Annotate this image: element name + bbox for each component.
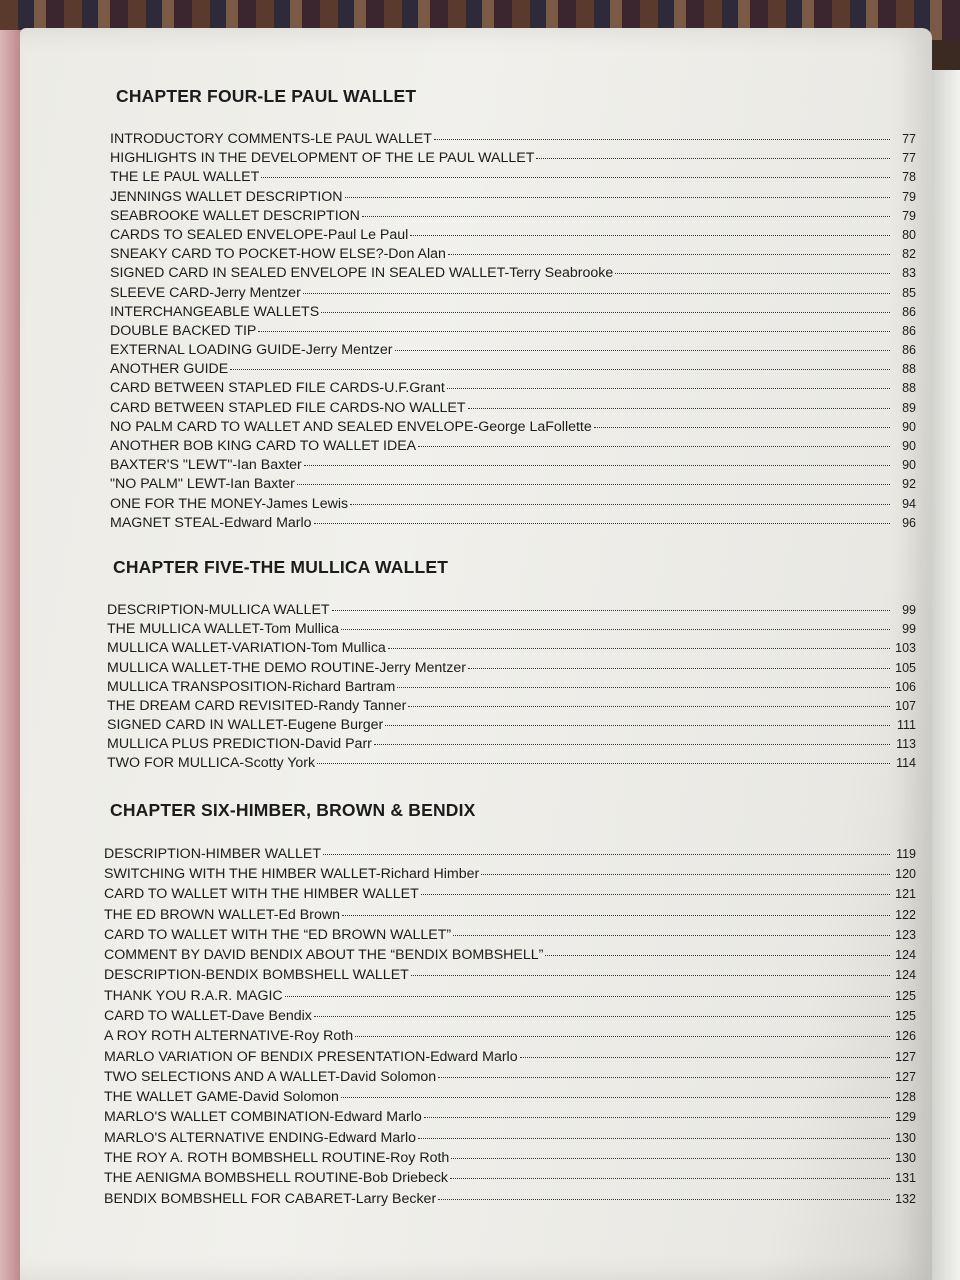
toc-entry-title: NO PALM CARD TO WALLET AND SEALED ENVELOPE-George LaFollette: [110, 418, 592, 435]
dot-leader: [341, 629, 890, 630]
dot-leader: [314, 523, 890, 524]
dot-leader: [448, 254, 890, 255]
toc-entry-title: ONE FOR THE MONEY-James Lewis: [110, 495, 349, 512]
toc-entry-page: 122: [895, 907, 916, 922]
toc-entry-page: 130: [895, 1151, 916, 1166]
dot-leader: [424, 1117, 890, 1118]
dot-leader: [362, 216, 890, 217]
chapter-title: CHAPTER FOUR-LE PAUL WALLET: [116, 86, 417, 106]
toc-entry-page: 120: [895, 866, 916, 881]
toc-entry-page: 86: [902, 304, 916, 319]
toc-entry: [107, 601, 916, 620]
toc-entry: [104, 1107, 916, 1127]
toc-entry-title: THE MULLICA WALLET-Tom Mullica: [107, 621, 340, 638]
toc-entry-page: 88: [902, 362, 916, 377]
dot-leader: [411, 975, 890, 976]
toc-entry-title: DESCRIPTION-MULLICA WALLET: [107, 601, 330, 618]
dot-leader: [447, 388, 890, 389]
toc-entry-title: CARD TO WALLET WITH THE “ED BROWN WALLET”: [104, 926, 452, 943]
next-page-edge: [930, 70, 960, 1280]
toc-entry-page: 127: [895, 1049, 916, 1064]
dot-leader: [481, 874, 890, 875]
dot-leader: [536, 158, 890, 159]
toc-entry-page: 124: [895, 968, 916, 983]
toc-entry-title: ANOTHER BOB KING CARD TO WALLET IDEA: [110, 438, 417, 454]
toc-entry: [104, 1047, 916, 1067]
dot-leader: [342, 915, 890, 916]
toc-entry: [110, 475, 916, 494]
toc-entry: [104, 1148, 916, 1168]
toc-entry: [110, 284, 916, 303]
toc-entry: [110, 322, 916, 341]
toc-entry-page: 86: [902, 323, 916, 338]
dot-leader: [468, 408, 890, 409]
toc-entry-page: 103: [895, 641, 916, 656]
toc-entry-page: 88: [902, 381, 916, 396]
dot-leader: [314, 1016, 890, 1017]
toc-entry-title: THE ED BROWN WALLET-Ed Brown: [104, 906, 340, 923]
dot-leader: [520, 1057, 890, 1058]
toc-entry-title: MULLICA WALLET-VARIATION-Tom Mullica: [107, 640, 386, 657]
toc-entry: [110, 188, 916, 207]
toc-entry: [110, 514, 916, 533]
dot-leader: [468, 668, 890, 669]
toc-entry-page: 124: [895, 948, 916, 963]
toc-entry: [107, 735, 916, 754]
dot-leader: [303, 293, 890, 294]
toc-list: [104, 844, 916, 1209]
toc-entry-page: 123: [895, 927, 916, 942]
toc-entry-page: 80: [902, 227, 916, 242]
toc-entry: [104, 965, 916, 985]
toc-entry-title: MULLICA PLUS PREDICTION-David Parr: [107, 736, 372, 753]
toc-entry-page: 79: [902, 189, 916, 204]
toc-entry: [107, 716, 916, 735]
toc-entry: [107, 697, 916, 716]
dot-leader: [297, 484, 890, 485]
dot-leader: [410, 235, 890, 236]
toc-entry-title: "NO PALM" LEWT-Ian Baxter: [110, 476, 295, 493]
toc-entry: [110, 379, 916, 398]
toc-entry-title: INTERCHANGEABLE WALLETS: [110, 303, 320, 320]
dot-leader: [355, 1036, 890, 1037]
dot-leader: [304, 465, 890, 466]
toc-entry-title: DOUBLE BACKED TIP: [110, 322, 257, 339]
toc-entry-title: MARLO'S ALTERNATIVE ENDING-Edward Marlo: [104, 1129, 417, 1146]
toc-entry-title: CARD TO WALLET-Dave Bendix: [104, 1008, 312, 1024]
dot-leader: [350, 504, 890, 505]
table-of-contents: [104, 84, 916, 1209]
toc-entry-title: ANOTHER GUIDE: [110, 361, 229, 378]
dot-leader: [332, 610, 890, 611]
dot-leader: [453, 935, 890, 936]
chapter-six: [104, 798, 916, 1209]
toc-entry: [104, 884, 916, 904]
toc-entry: [110, 149, 916, 168]
toc-entry-title: TWO FOR MULLICA-Scotty York: [107, 755, 316, 772]
toc-entry-title: CARD BETWEEN STAPLED FILE CARDS-NO WALLET: [110, 399, 466, 416]
toc-entry-page: 78: [902, 170, 916, 185]
toc-entry: [110, 130, 916, 149]
dot-leader: [434, 139, 890, 140]
toc-entry-title: SIGNED CARD IN SEALED ENVELOPE IN SEALED WALLET-Terry Seabrooke: [110, 265, 614, 282]
toc-entry-page: 99: [902, 622, 916, 637]
toc-entry: [110, 418, 916, 437]
dot-leader: [395, 350, 891, 351]
toc-entry-title: JENNINGS WALLET DESCRIPTION: [110, 188, 343, 205]
toc-entry: [104, 1189, 916, 1209]
toc-entry-page: 86: [902, 343, 916, 358]
toc-entry: [110, 437, 916, 456]
toc-entry-page: 77: [902, 132, 916, 146]
chapter-title: CHAPTER SIX-HIMBER, BROWN & BENDIX: [110, 799, 476, 820]
toc-entry-page: 90: [902, 439, 916, 453]
toc-entry: [104, 1006, 916, 1026]
toc-entry: [104, 1026, 916, 1046]
dot-leader: [450, 1178, 890, 1179]
toc-entry-page: 111: [896, 718, 916, 733]
toc-entry-title: THE DREAM CARD REVISITED-Randy Tanner: [107, 697, 407, 714]
toc-entry-title: THE AENIGMA BOMBSHELL ROUTINE-Bob Driebeck: [104, 1170, 449, 1187]
dot-leader: [321, 312, 890, 313]
toc-entry-title: CARDS TO SEALED ENVELOPE-Paul Le Paul: [110, 226, 409, 243]
toc-entry-page: 119: [896, 846, 916, 861]
toc-entry: [104, 925, 916, 945]
chapter-title: CHAPTER FIVE-THE MULLICA WALLET: [113, 556, 449, 577]
dot-leader: [408, 706, 890, 707]
toc-entry-title: THE LE PAUL WALLET: [110, 169, 260, 186]
toc-entry-title: MAGNET STEAL-Edward Marlo: [110, 514, 312, 531]
toc-entry: [107, 620, 916, 639]
toc-entry-title: SLEEVE CARD-Jerry Mentzer: [110, 284, 301, 301]
toc-entry-title: THANK YOU R.A.R. MAGIC: [104, 987, 283, 1004]
toc-entry: [110, 168, 916, 187]
toc-entry-page: 131: [895, 1171, 916, 1186]
toc-entry: [104, 905, 916, 925]
toc-entry: [107, 754, 916, 773]
dot-leader: [285, 996, 890, 997]
toc-entry: [104, 945, 916, 965]
toc-entry-page: 90: [902, 458, 916, 473]
dot-leader: [397, 687, 890, 688]
toc-entry-page: 94: [902, 496, 916, 511]
chapter-five: [107, 555, 916, 774]
toc-entry-page: 79: [902, 208, 916, 223]
toc-entry: [104, 1168, 916, 1188]
toc-entry-title: BENDIX BOMBSHELL FOR CABARET-Larry Becker: [104, 1190, 437, 1207]
toc-entry: [110, 360, 916, 379]
toc-entry: [110, 226, 916, 245]
toc-entry: [110, 399, 916, 418]
dot-leader: [545, 955, 890, 956]
toc-entry-page: 129: [895, 1110, 916, 1125]
dot-leader: [261, 177, 890, 178]
toc-entry-page: 113: [896, 737, 916, 752]
toc-entry-title: MARLO'S WALLET COMBINATION-Edward Marlo: [104, 1109, 422, 1126]
toc-entry: [104, 1128, 916, 1148]
toc-entry-page: 83: [902, 266, 916, 281]
toc-entry-page: 125: [895, 988, 916, 1003]
toc-entry: [110, 495, 916, 514]
toc-entry-page: 132: [895, 1191, 916, 1206]
dot-leader: [594, 427, 890, 428]
dot-leader: [345, 197, 890, 198]
toc-entry-title: A ROY ROTH ALTERNATIVE-Roy Roth: [104, 1028, 354, 1045]
dot-leader: [230, 369, 890, 370]
toc-entry-title: CARD BETWEEN STAPLED FILE CARDS-U.F.Grant: [110, 380, 445, 397]
dot-leader: [385, 725, 890, 726]
toc-entry: [110, 341, 916, 360]
toc-entry: [104, 986, 916, 1006]
dot-leader: [317, 763, 890, 764]
chapter-four: [110, 84, 916, 533]
toc-entry-title: SEABROOKE WALLET DESCRIPTION: [110, 207, 360, 224]
toc-entry: [104, 864, 916, 884]
toc-entry: [107, 639, 916, 658]
toc-entry: [104, 1067, 916, 1087]
toc-entry-title: SNEAKY CARD TO POCKET-HOW ELSE?-Don Alan: [110, 246, 446, 263]
toc-entry-title: MULLICA TRANSPOSITION-Richard Bartram: [107, 678, 396, 695]
toc-entry-title: CARD TO WALLET WITH THE HIMBER WALLET: [104, 886, 419, 903]
toc-entry-title: THE WALLET GAME-David Solomon: [104, 1089, 339, 1106]
toc-list: [107, 601, 916, 774]
toc-entry-title: COMMENT BY DAVID BENDIX ABOUT THE “BENDIX BOMBSHELL”: [104, 947, 544, 964]
toc-entry: [104, 844, 916, 864]
toc-entry-title: THE ROY A. ROTH BOMBSHELL ROUTINE-Roy Roth: [104, 1150, 450, 1167]
toc-entry-page: 77: [902, 151, 916, 166]
toc-entry-page: 99: [902, 602, 916, 617]
toc-entry: [104, 1087, 916, 1107]
dot-leader: [341, 1097, 890, 1098]
toc-entry: [110, 245, 916, 264]
toc-entry-page: 128: [895, 1090, 916, 1105]
dot-leader: [438, 1199, 890, 1200]
toc-entry-page: 85: [902, 285, 916, 300]
dot-leader: [418, 1138, 890, 1139]
dot-leader: [438, 1077, 890, 1078]
toc-entry-page: 107: [895, 698, 916, 713]
toc-entry-title: DESCRIPTION-BENDIX BOMBSHELL WALLET: [104, 967, 409, 984]
toc-entry-page: 114: [896, 756, 916, 771]
toc-entry-page: 89: [902, 400, 916, 415]
toc-entry-page: 82: [902, 247, 916, 262]
toc-entry-title: HIGHLIGHTS IN THE DEVELOPMENT OF THE LE PAUL WALLET: [110, 150, 535, 167]
toc-entry: [110, 303, 916, 322]
dot-leader: [451, 1158, 890, 1159]
book-cover-edge: [0, 30, 22, 1280]
dot-leader: [374, 744, 890, 745]
toc-entry-title: TWO SELECTIONS AND A WALLET-David Solomon: [104, 1068, 437, 1085]
dot-leader: [421, 894, 890, 895]
toc-list: [110, 130, 916, 533]
toc-entry-page: 90: [902, 419, 916, 434]
dot-leader: [258, 331, 890, 332]
dot-leader: [323, 854, 890, 855]
toc-entry-title: DESCRIPTION-HIMBER WALLET: [104, 845, 322, 862]
toc-entry-page: 106: [895, 679, 916, 694]
toc-entry-title: BAXTER'S "LEWT"-Ian Baxter: [110, 457, 302, 474]
toc-entry-page: 125: [895, 1009, 916, 1023]
dot-leader: [615, 273, 890, 274]
toc-entry: [107, 678, 916, 697]
toc-entry: [110, 207, 916, 226]
toc-entry: [110, 456, 916, 475]
toc-entry-title: INTRODUCTORY COMMENTS-LE PAUL WALLET: [110, 131, 432, 147]
toc-entry-title: MULLICA WALLET-THE DEMO ROUTINE-Jerry Mentzer: [107, 659, 466, 676]
toc-entry-page: 121: [895, 887, 916, 902]
toc-entry-title: EXTERNAL LOADING GUIDE-Jerry Mentzer: [110, 342, 393, 359]
toc-entry-page: 127: [895, 1069, 916, 1084]
dot-leader: [418, 446, 890, 447]
toc-entry-title: MARLO VARIATION OF BENDIX PRESENTATION-Edward Marlo: [104, 1048, 518, 1065]
toc-entry-page: 96: [902, 515, 916, 530]
toc-entry-page: 92: [902, 477, 916, 492]
toc-entry: [110, 264, 916, 283]
toc-entry-title: SIGNED CARD IN WALLET-Eugene Burger: [107, 717, 384, 734]
toc-entry: [107, 659, 916, 678]
toc-entry-page: 130: [895, 1130, 916, 1145]
toc-entry-page: 105: [895, 660, 916, 675]
toc-entry-title: SWITCHING WITH THE HIMBER WALLET-Richard Himber: [104, 865, 480, 882]
dot-leader: [388, 648, 890, 649]
toc-entry-page: 126: [895, 1029, 916, 1044]
